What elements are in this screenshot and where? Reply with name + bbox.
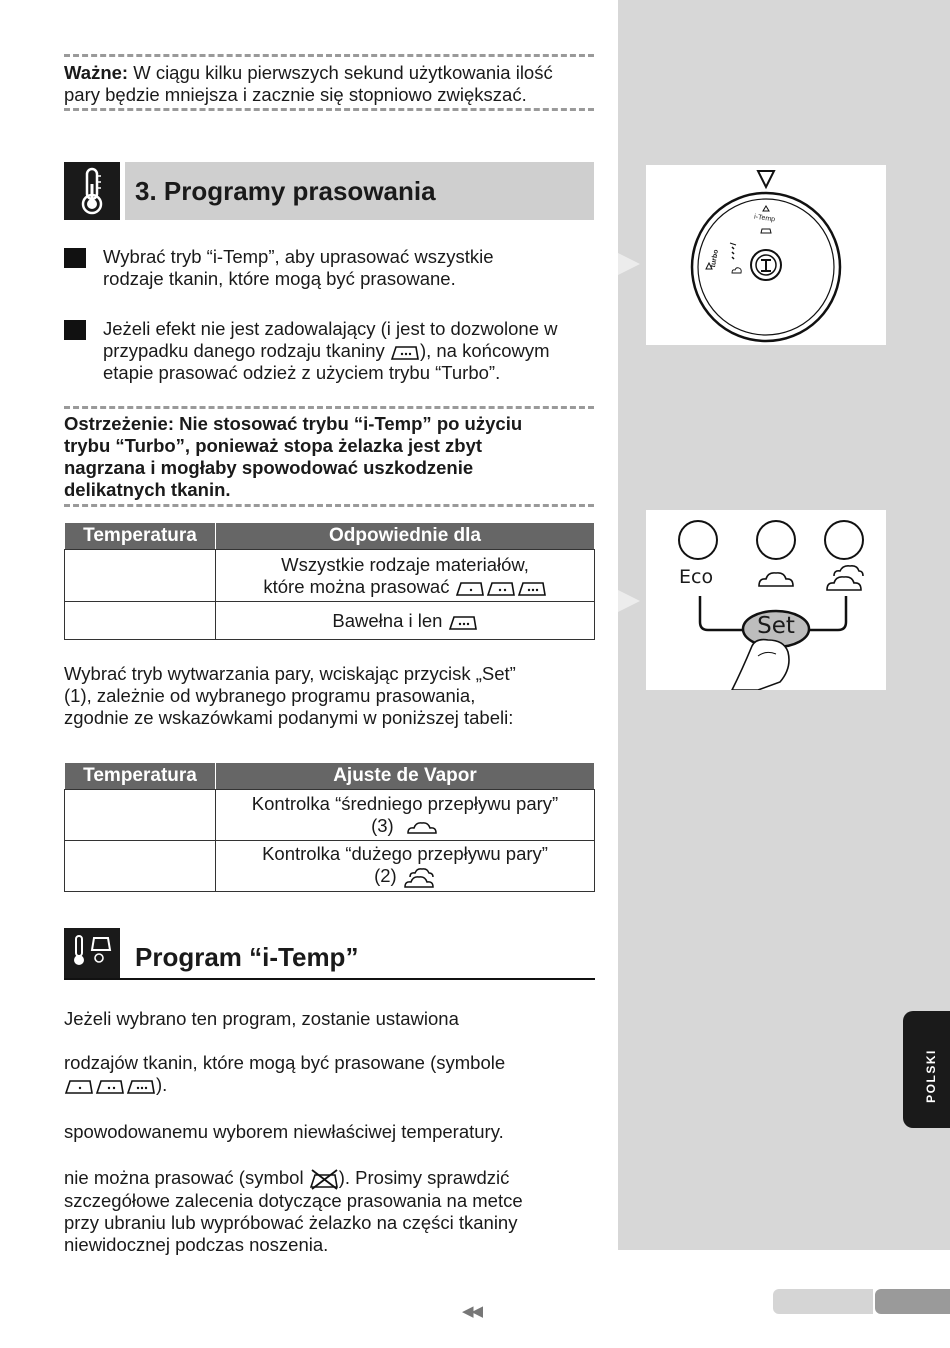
bullet-text [103,246,494,290]
eco-label: Eco [679,566,714,588]
iron-three-dots-icon [448,613,478,631]
text-line: Wybrać tryb “i-Temp”, aby uprasować wszystkie [103,246,494,267]
steam-high-icon [834,566,863,576]
cell-text: Bawełna i len [332,609,443,631]
table-row [65,602,595,640]
table-cell [65,550,216,602]
language-tab [903,1011,950,1128]
text-line: delikatnych tkanin. [64,479,231,500]
table-row [65,841,595,892]
cell-text: które można prasować [263,575,450,597]
divider [64,406,594,409]
language-tab-label: POLSKI [924,1049,938,1103]
table-header: Ajuste de Vapor [216,763,595,790]
steam-medium-icon [759,573,793,586]
steam-intro [64,663,516,729]
itemp-icon [64,928,120,978]
medium-steam-button [757,521,795,559]
dial-itemp-label: i-Temp [753,213,776,224]
text-line: Jeżeli efekt nie jest zadowalający (i jest to dozwolone w [103,318,558,339]
iron-three-dots-icon [390,343,420,361]
table-cell [65,790,216,841]
warning-text [64,413,522,501]
table-header: Temperatura [65,763,216,790]
text-line: niewidocznej podczas noszenia. [64,1234,329,1256]
text-line: ), na końcowym [419,340,550,361]
bullet-marker [64,248,86,268]
text-line: Wybrać tryb wytwarzania pary, wciskając przycisk „Set” [64,663,516,684]
previous-page-icon[interactable]: ◀◀ [462,1303,482,1320]
cell-text: (3) [371,815,394,836]
text-line: etapie prasować odzież z użyciem trybu “Turbo”. [103,362,501,383]
set-label: Set [757,613,795,639]
table-cell [216,602,595,640]
dial-turbo-label: turbo [709,249,720,268]
steam-high-icon [402,867,436,889]
paragraph: Jeżeli wybrano ten program, zostanie ustawiona [64,1008,459,1029]
text-line: (1), zależnie od wybranego programu prasowania, [64,685,476,706]
important-label: Ważne: [64,62,129,83]
table-cell [216,790,595,841]
page-indicator-bar-active [875,1289,950,1314]
text-line: przy ubraniu lub wypróbować żelazko na części tkaniny [64,1212,518,1234]
text-line: rodzajów tkanin, które mogą być prasowane (symbole [64,1052,506,1073]
steam-table [64,762,595,892]
bullet-marker [64,320,86,340]
table-header: Odpowiednie dla [216,523,595,550]
dial-illustration [646,165,886,345]
cell-text: Kontrolka “średniego przepływu pary” [251,793,559,814]
important-text: W ciągu kilku pierwszych sekund użytkowania ilość [128,62,553,83]
table-cell [216,550,595,602]
text-line: trybu “Turbo”, ponieważ stopa żelazka jest zbyt [64,435,483,456]
table-cell [65,602,216,640]
temperature-table [64,522,595,640]
text-line: ). [156,1074,168,1095]
section-heading [64,162,594,220]
important-note [64,62,553,106]
paragraph: spowodowanemu wyborem niewłaściwej temperatury. [64,1121,504,1142]
table-header: Temperatura [65,523,216,550]
eco-button [679,521,717,559]
text-line: szczegółowe zalecenia dotyczące prasowania na metce [64,1190,523,1212]
text-line: Ostrzeżenie: Nie stosować trybu “i-Temp” po użyciu [64,413,523,434]
control-panel-illustration [646,510,886,690]
divider [64,54,594,57]
table-cell [216,841,595,892]
divider [64,108,594,111]
table-row [65,790,595,841]
temperature-dial [646,165,886,345]
text-line: nie można prasować (symbol [64,1167,309,1188]
section-title: 3. Programy prasowania [135,176,436,206]
steam-buttons-drawing [646,510,886,690]
pointer-notch [618,590,640,612]
divider [64,504,594,507]
table-cell [65,841,216,892]
iron-symbols-icon [455,579,547,597]
pointer-notch [618,253,640,275]
paragraph [64,1052,505,1096]
text-line: nagrzana i mogłaby spowodować uszkodzenie [64,457,474,478]
steam-medium-icon [405,819,439,835]
section-title: Program “i-Temp” [135,942,359,972]
text-line: ). Prosimy sprawdzić [338,1167,510,1188]
important-text-2: pary będzie mniejsza i zacznie się stopniowo zwiększać. [64,84,527,105]
bullet-text [103,318,558,384]
text-line: przypadku danego rodzaju tkaniny [103,340,390,361]
cell-text: (2) [374,865,397,887]
finger-icon [732,640,789,690]
section-heading [64,928,595,980]
cell-text: Wszystkie rodzaje materiałów, [281,553,529,575]
cell-text: Kontrolka “dużego przepływu pary” [262,843,548,865]
no-iron-icon [309,1168,339,1190]
paragraph [64,1167,523,1256]
page-indicator-bar [773,1289,873,1314]
section-title-box [125,162,594,220]
text-line: rodzaje tkanin, które mogą być prasowane. [103,268,456,289]
table-row [65,550,595,602]
iron-symbols-icon [64,1077,156,1095]
thermometer-icon [64,162,120,220]
text-line: zgodnie ze wskazówkami podanymi w poniższej tabeli: [64,707,514,728]
high-steam-button [825,521,863,559]
